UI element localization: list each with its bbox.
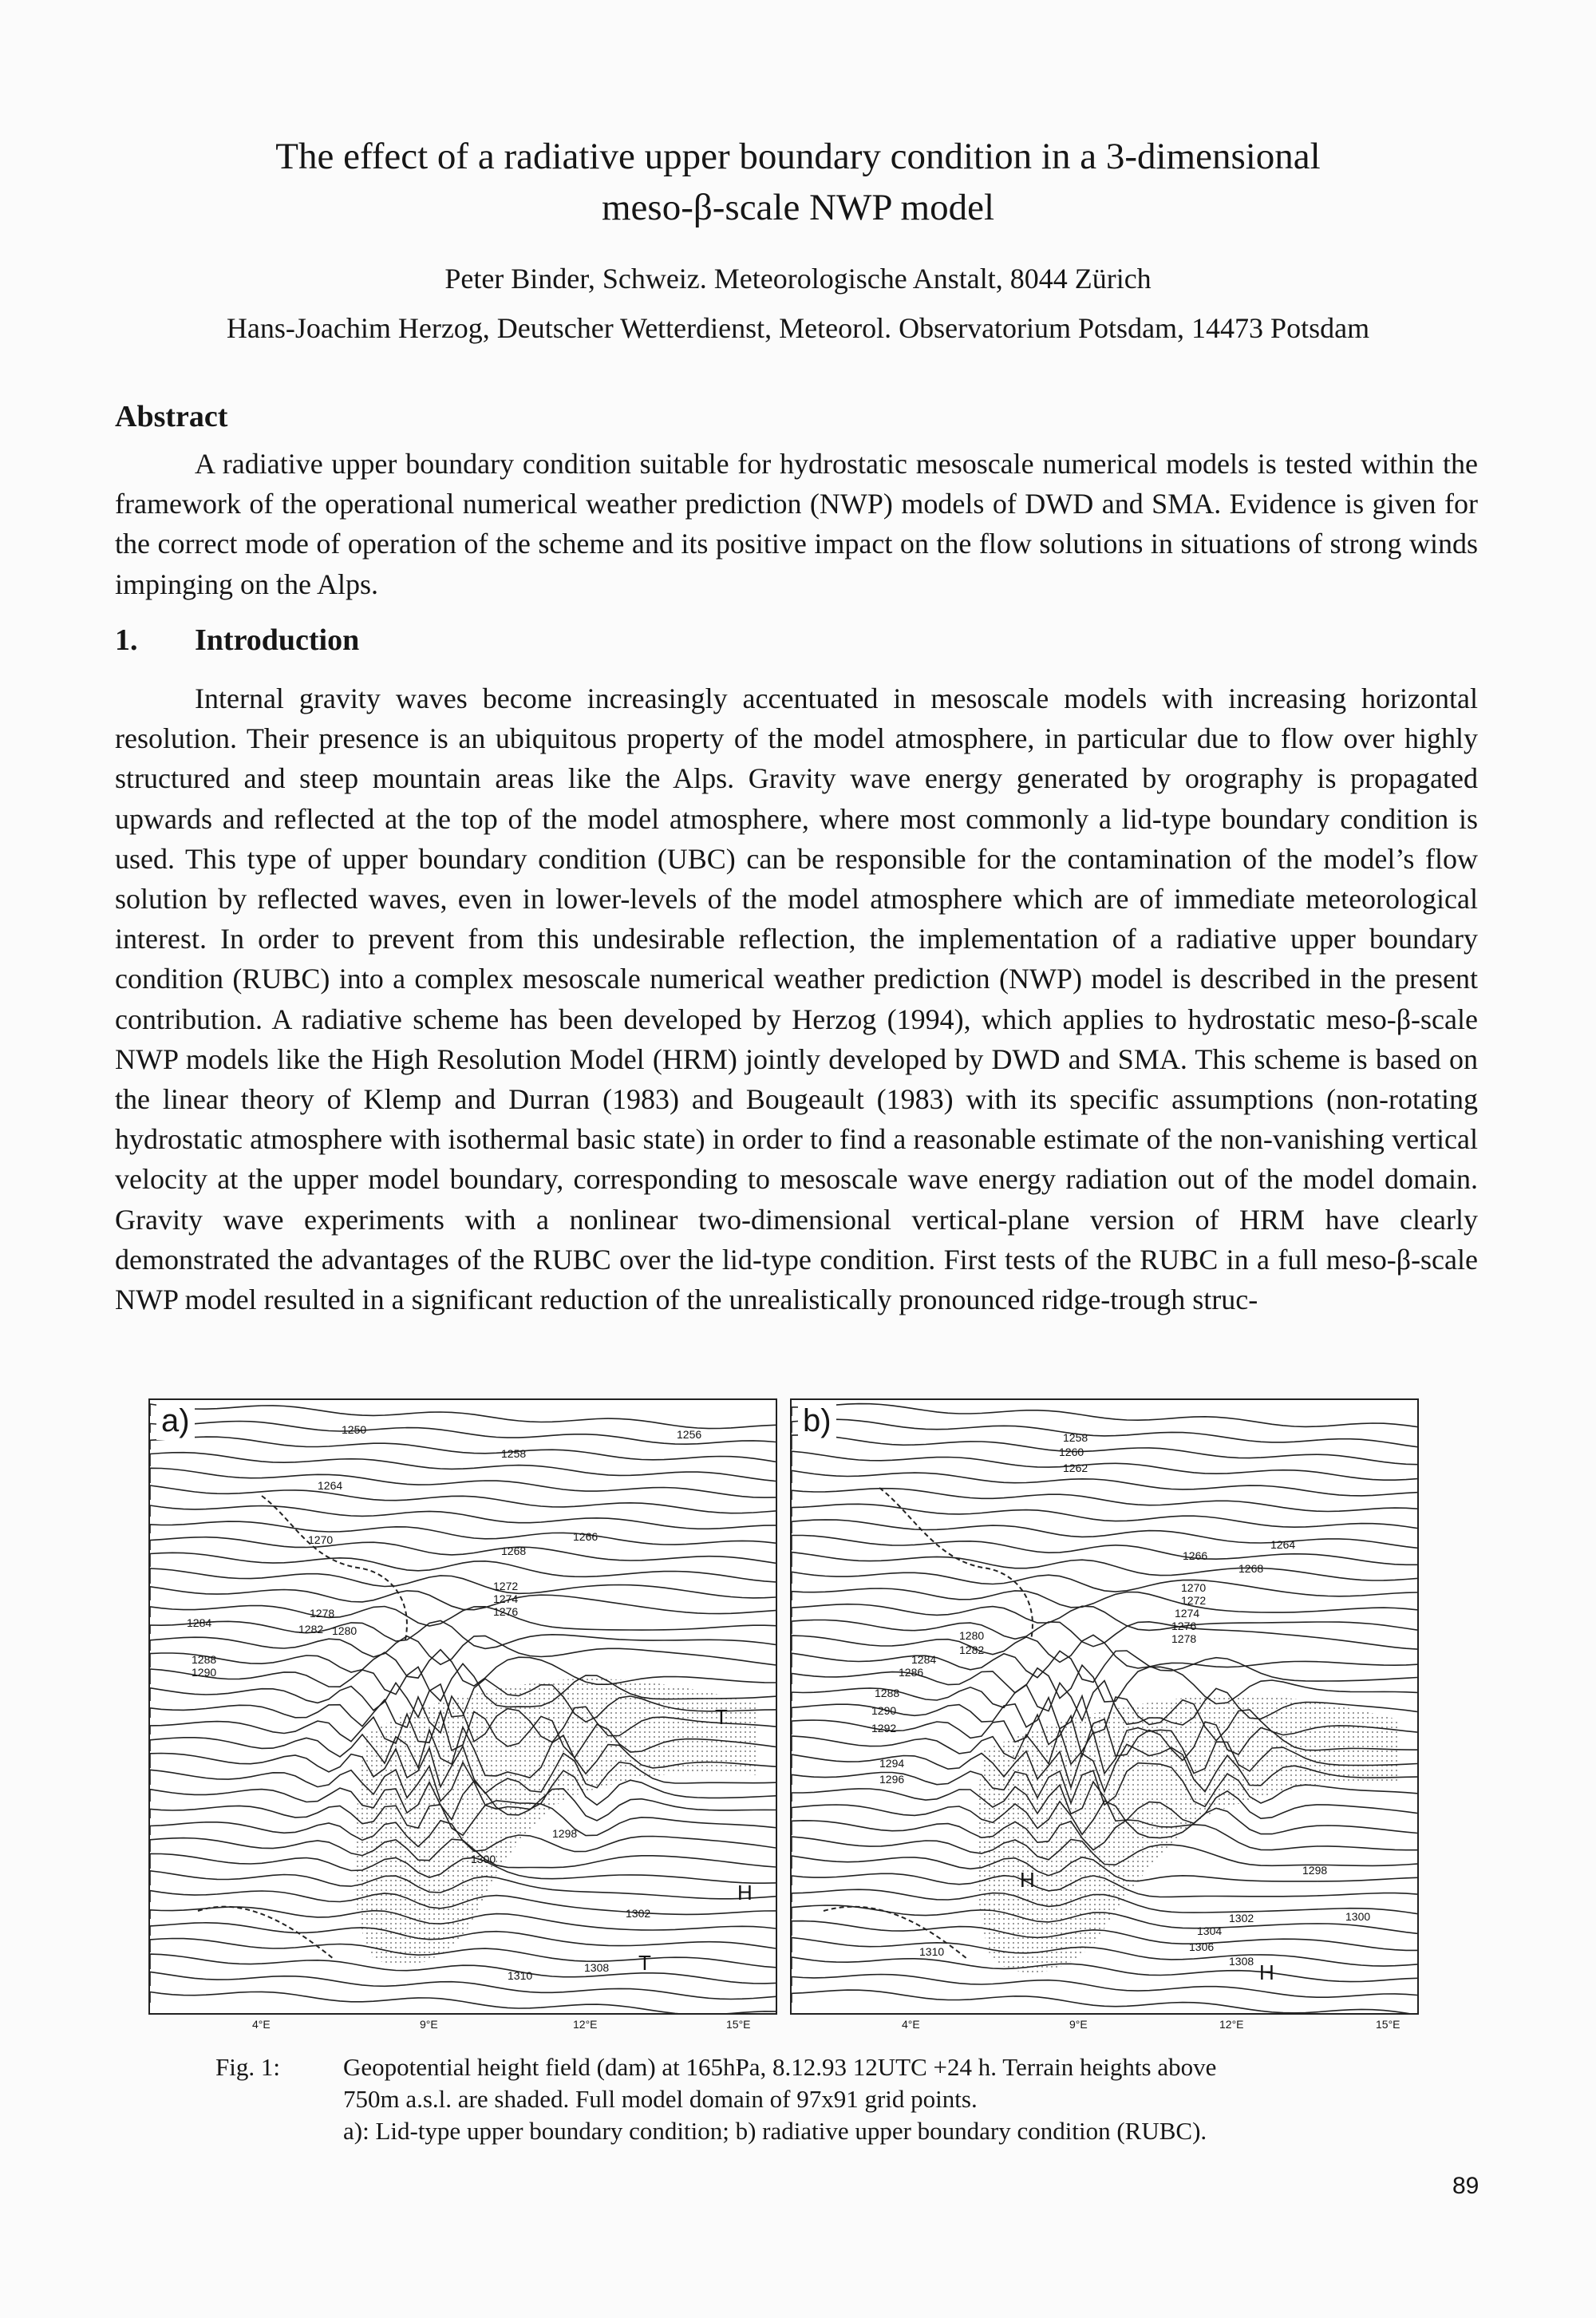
author-2: Hans-Joachim Herzog, Deutscher Wetterdienst, Meteorol. Observatorium Potsdam, 14473 Potsdam (226, 312, 1370, 344)
contour-label: 1262 (1063, 1462, 1088, 1474)
trough-mark: T (715, 1705, 728, 1729)
lon-label: 9°E (1069, 2018, 1088, 2031)
contour-line (792, 1520, 1417, 1548)
lon-label: 15°E (726, 2018, 751, 2031)
contour-label: 1278 (310, 1607, 335, 1620)
contour-line (150, 1972, 776, 1999)
high-mark: H (1020, 1868, 1035, 1892)
high-mark: H (1259, 1960, 1274, 1984)
contour-label: 1278 (1171, 1632, 1197, 1645)
contour-label: 1298 (1302, 1864, 1328, 1877)
contour-line (792, 1620, 1417, 1650)
contour-label: 1288 (875, 1687, 900, 1699)
page-number: 89 (1452, 2173, 1479, 2199)
contour-label: 1258 (1063, 1431, 1088, 1444)
contour-label: 1298 (552, 1827, 578, 1840)
caption-label: Fig. 1: (215, 2053, 280, 2081)
contour-label: 1266 (573, 1530, 598, 1543)
caption-line-2: 750m a.s.l. are shaded. Full model domain of 97x91 grid points. (343, 2085, 978, 2113)
lon-label: 12°E (1219, 2018, 1244, 2031)
contour-label: 1280 (332, 1624, 358, 1637)
contour-line (792, 1635, 1417, 1668)
contour-label: 1280 (959, 1629, 985, 1642)
abstract-text: A radiative upper boundary condition suitable for hydrostatic mesoscale numerical models is tested within the framework of the operational numerical weather prediction (NWP) models of DWD and SMA. Evidence is given for the correct mode of operation of the scheme and its positive impact on the flow solutions in situations of strong winds impinging on the Alps. (115, 448, 1478, 600)
lon-label: 15°E (1376, 2018, 1400, 2031)
contour-label: 1304 (1197, 1924, 1223, 1937)
contour-label: 1268 (1238, 1562, 1264, 1575)
contour-label: 1284 (187, 1616, 212, 1629)
section-number: 1. (115, 623, 138, 657)
panel-label-a: a) (156, 1402, 195, 1440)
contour-label: 1290 (871, 1704, 897, 1717)
contour-line (150, 1620, 776, 1648)
abstract-heading: Abstract (115, 400, 228, 433)
contour-line (792, 1588, 1417, 1612)
contour-label: 1258 (501, 1447, 527, 1460)
lon-label: 12°E (573, 2018, 598, 2031)
contour-line (792, 1419, 1417, 1447)
contour-line (792, 1975, 1417, 1998)
contour-line (792, 1451, 1417, 1480)
caption-line-3: a): Lid-type upper boundary condition; b) radiative upper boundary condition (RUBC). (343, 2117, 1207, 2145)
author-1: Peter Binder, Schweiz. Meteorologische Anstalt, 8044 Zürich (444, 263, 1152, 295)
intro-text: Internal gravity waves become increasingly accentuated in mesoscale models with increasing horizontal resolution. Their presence is an ubiquitous property of the model atmosphere, in particular due to flow over highly structured and steep mountain areas like the Alps. Gravity wave energy generated by orography is propagated upwards and reflected at the top of the model atmosphere, where most commonly a lid-type boundary condition is used. This type of upper boundary condition (UBC) can be responsible for the contamination of the model’s flow solution by reflected waves, even in lower-levels of the model atmosphere which are of immediate meteorological interest. In order to prevent from this undesirable reflection, the implementation of a radiative upper boundary condition (RUBC) into a complex mesoscale numerical weather prediction (NWP) model is described in the present contribution. A radiative scheme has been developed by Herzog (1994), which applies to hydrostatic meso-β-scale NWP models like the High Resolution Model (HRM) jointly developed by DWD and SMA. This scheme is based on the linear theory of Klemp and Durran (1983) and Bougeault (1983) with its specific assumptions (non-rotating hydrostatic atmosphere with isothermal basic state) in order to find a reasonable estimate of the non-vanishing vertical velocity at the upper model boundary, corresponding to mesoscale wave energy radiation out of the model domain. Gravity wave experiments with a nonlinear two-dimensional vertical-plane version of HRM have clearly demonstrated the advantages of the RUBC over the lid-type condition. First tests of the RUBC in a full meso-β-scale NWP model resulted in a significant reduction of the unrealistically pronounced ridge-trough struc- (115, 682, 1478, 1316)
contour-label: 1274 (1175, 1607, 1200, 1620)
contour-line (792, 1553, 1417, 1580)
contour-line (150, 1453, 776, 1481)
terrain-shading-b (976, 1695, 1398, 1972)
contour-label: 1264 (318, 1479, 343, 1492)
contour-line (792, 1937, 1417, 1966)
contour-label: 1282 (298, 1623, 324, 1636)
contour-label: 1292 (871, 1722, 897, 1735)
contour-line (150, 1650, 776, 1687)
contour-label: 1308 (1229, 1955, 1254, 1968)
contour-label: 1260 (1059, 1446, 1084, 1458)
contour-line (792, 1404, 1417, 1427)
contour-label: 1266 (1183, 1549, 1208, 1562)
section-title: Introduction (195, 623, 360, 657)
figure-panel-a (148, 1398, 777, 2015)
contour-label: 1300 (471, 1853, 496, 1865)
high-mark: H (737, 1881, 753, 1905)
caption-line-1: Geopotential height field (dam) at 165hPa, 8.12.93 12UTC +24 h. Terrain heights above (343, 2053, 1217, 2081)
contour-label: 1284 (911, 1653, 937, 1666)
contour-label: 1286 (899, 1666, 924, 1679)
title-line-1: The effect of a radiative upper boundary condition in a 3-dimensional (275, 136, 1321, 177)
lon-label: 4°E (252, 2018, 271, 2031)
contour-line (792, 1990, 1417, 2015)
contour-label: 1296 (879, 1773, 905, 1786)
contour-line (792, 1489, 1417, 1512)
intro-heading (115, 623, 359, 658)
contour-label: 1272 (1181, 1594, 1207, 1607)
contour-label: 1288 (192, 1653, 217, 1666)
contour-label: 1274 (493, 1592, 519, 1605)
contour-label: 1308 (584, 1961, 610, 1974)
map-b-svg (792, 1400, 1419, 2015)
contour-label: 1294 (879, 1757, 905, 1770)
contour-label: 1256 (677, 1428, 702, 1441)
author-block (96, 254, 1500, 353)
contour-label: 1290 (192, 1666, 217, 1679)
contour-label: 1306 (1189, 1940, 1215, 1953)
contour-label: 1276 (1171, 1620, 1197, 1632)
trough-mark: T (638, 1951, 651, 1975)
contour-label: 1264 (1270, 1538, 1296, 1551)
contour-label: 1268 (501, 1545, 527, 1557)
paper-title (144, 131, 1452, 233)
contour-label: 1272 (493, 1580, 519, 1592)
contour-label: 1270 (308, 1533, 334, 1546)
contour-label: 1250 (342, 1423, 367, 1436)
contour-line (792, 1651, 1417, 1682)
contour-line (150, 1485, 776, 1513)
figure-panel-b (790, 1398, 1419, 2015)
contour-label: 1270 (1181, 1581, 1207, 1594)
title-line-2: meso-β-scale NWP model (601, 187, 995, 228)
contour-line (792, 1504, 1417, 1528)
panel-label-b: b) (798, 1402, 836, 1440)
lon-label: 4°E (902, 2018, 920, 2031)
contour-line (150, 1568, 776, 1598)
contour-line (150, 1537, 776, 1564)
contour-label: 1276 (493, 1605, 519, 1618)
contour-label: 1302 (1229, 1912, 1254, 1924)
contour-label: 1310 (919, 1945, 945, 1958)
contour-line (792, 1470, 1417, 1496)
contour-line (150, 1505, 776, 1529)
caption-text (343, 2051, 1588, 2147)
contour-label: 1282 (959, 1644, 985, 1656)
contour-label: 1310 (508, 1969, 533, 1982)
contour-label: 1302 (626, 1907, 651, 1920)
map-a-svg (150, 1400, 777, 2015)
contour-line (150, 1404, 776, 1429)
contour-line (792, 1604, 1417, 1631)
lon-label: 9°E (420, 2018, 438, 2031)
contour-label: 1300 (1345, 1910, 1371, 1923)
